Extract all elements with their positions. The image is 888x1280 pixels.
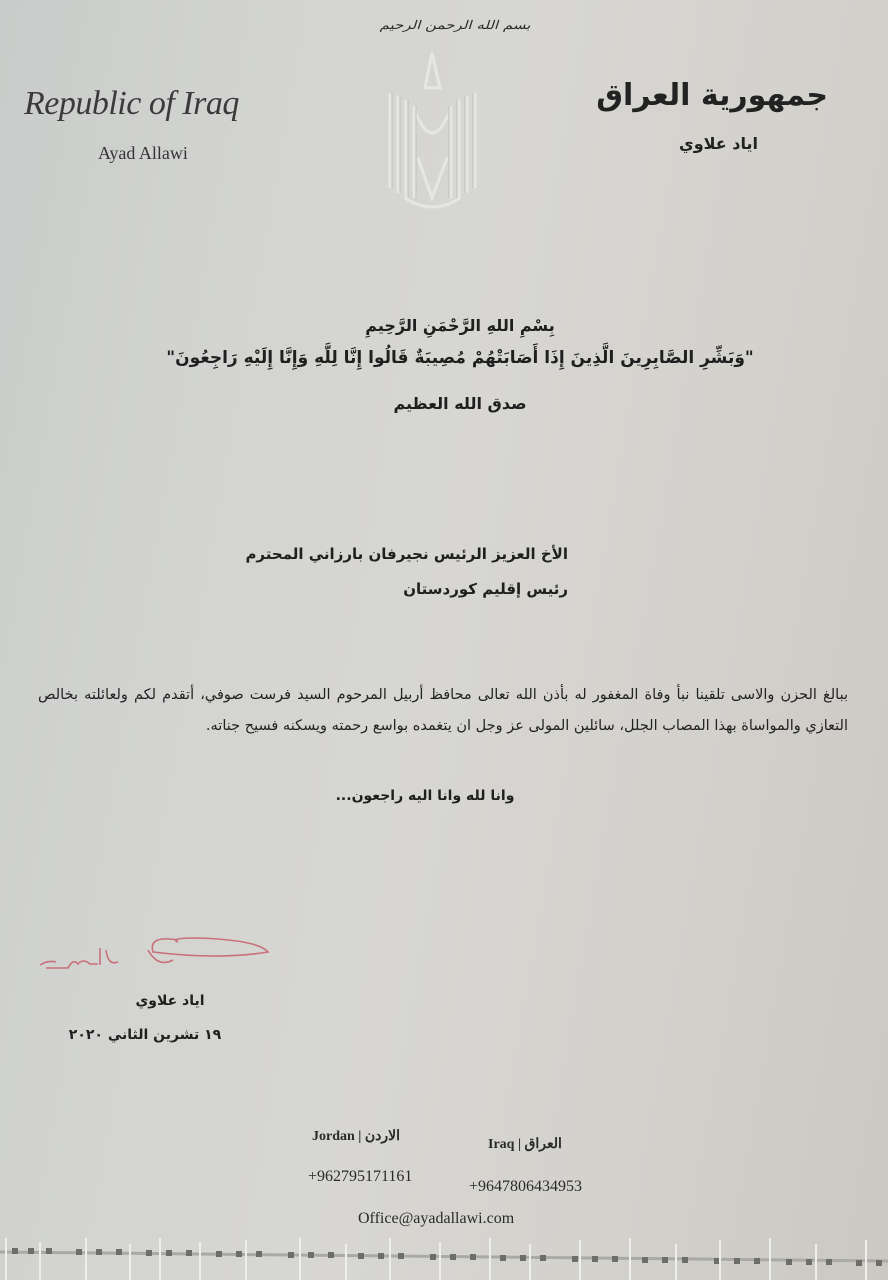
- addressee-line-2: رئيس إقليم كوردستان: [403, 580, 568, 598]
- basmala-calligraphy: بسم الله الرحمن الرحيم: [379, 17, 531, 33]
- contact-jordan-label: Jordan | الاردن: [312, 1129, 401, 1144]
- body-closing: وانا لله وانا اليه راجعون...: [335, 788, 515, 804]
- decorative-footer-strip: [0, 1238, 888, 1280]
- letterhead-title-en: Republic of Iraq: [24, 85, 239, 122]
- body-paragraph: ببالغ الحزن والاسى تلقينا نبأ وفاة المغفور له بأذن الله تعالى محافظ أربيل المرحوم السيد فرست صوفي، أتقدم لكم ولعائلته بخالص التعازي والمواساة بهذا المصاب الجلل، سائلين المولى عز وجل ان يتغمده بواسع رحمته ويسكنه فسيح جناته.: [38, 687, 848, 734]
- addressee-line-1: الأخ العزيز الرئيس نجيرفان بارزاني المحترم: [245, 545, 568, 563]
- quote-basmala: بِسْمِ اللهِ الرَّحْمَنِ الرَّحِيمِ: [365, 316, 555, 335]
- quote-verse: "وَبَشِّرِ الصَّابِرِينَ الَّذِينَ إِذَا أَصَابَتْهُمْ مُصِيبَةٌ قَالُوا إِنَّا لِلَّهِ وَإِنَّا إِلَيْهِ رَاجِعُونَ": [166, 348, 754, 368]
- letterhead-name-en: Ayad Allawi: [98, 143, 188, 163]
- signatory-name: اياد علاوي: [135, 993, 205, 1009]
- contact-jordan-phone: +962795171161: [308, 1168, 413, 1185]
- contact-iraq-label: Iraq | العراق: [488, 1137, 562, 1152]
- letterhead-name-ar: اياد علاوي: [679, 134, 758, 153]
- quote-closing: صدق الله العظيم: [393, 394, 527, 413]
- letterhead-title-ar: جمهورية العراق: [596, 78, 828, 113]
- contact-email: Office@ayadallawi.com: [358, 1210, 515, 1227]
- letter-date: ١٩ تشرين الثاني ٢٠٢٠: [68, 1027, 222, 1043]
- contact-iraq-phone: +9647806434953: [469, 1178, 583, 1195]
- signature-icon: [38, 930, 278, 980]
- eagle-emblem-icon: [370, 48, 495, 213]
